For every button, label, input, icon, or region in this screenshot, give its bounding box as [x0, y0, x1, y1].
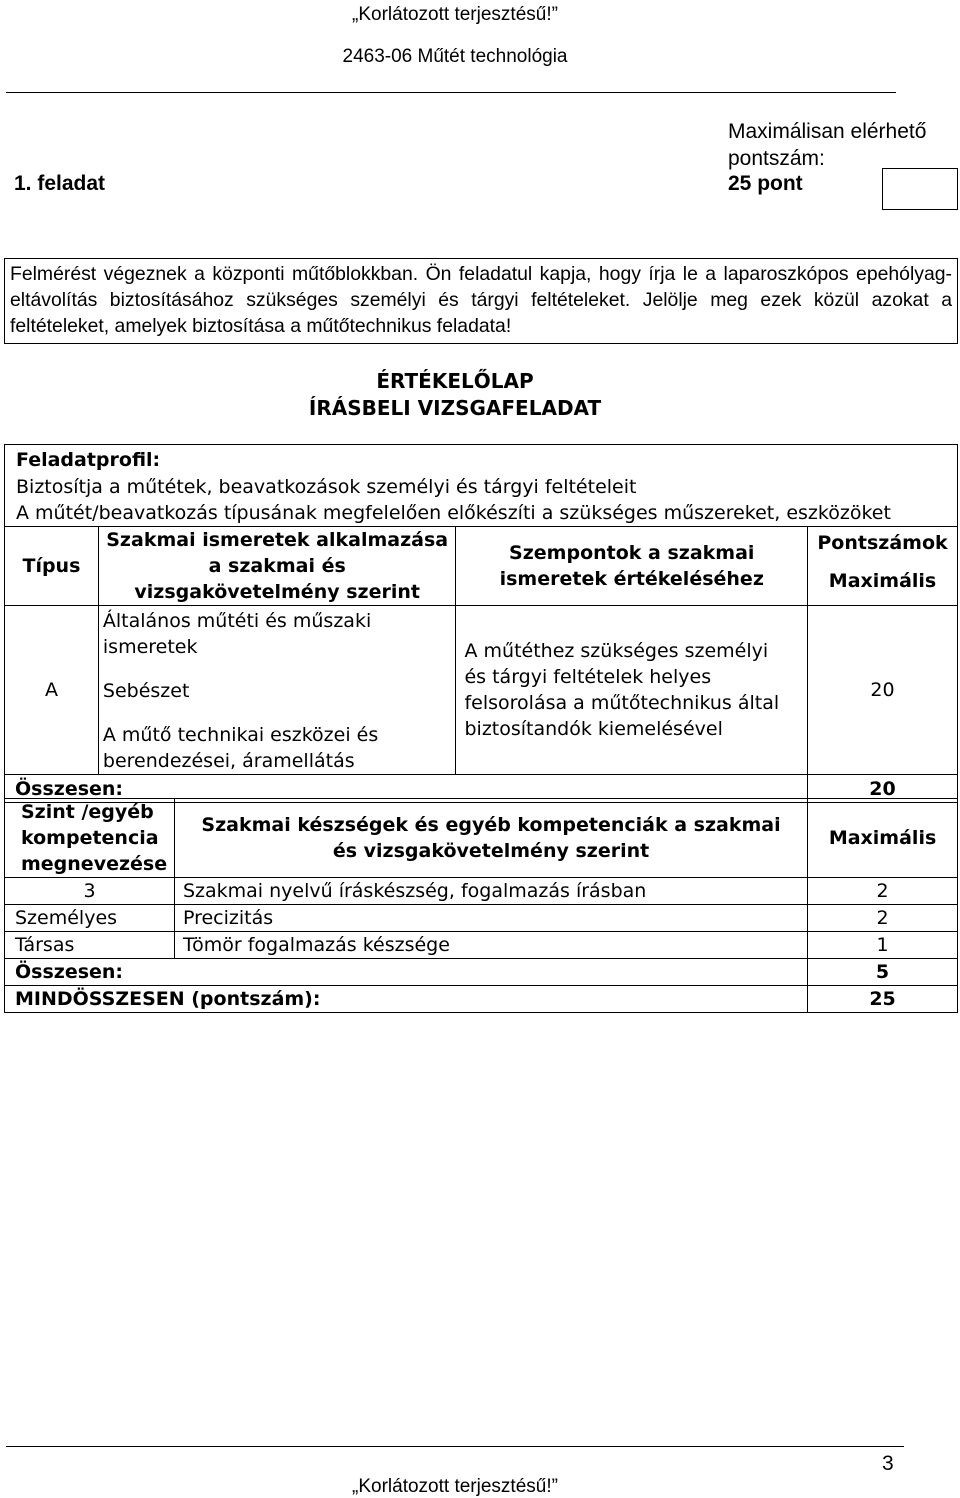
max-points-value: 25 pont	[728, 172, 803, 195]
total-label: Összesen:	[5, 959, 808, 986]
competency-table	[4, 798, 958, 1013]
row-max-points: 20	[808, 606, 958, 775]
total-value: 5	[808, 959, 958, 986]
level-cell: Társas	[5, 932, 175, 959]
evaluation-title-line2: ÍRÁSBELI VIZSGAFELADAT	[308, 396, 602, 420]
page-number: 3	[882, 1452, 894, 1475]
row-criteria: A műtéthez szükséges személyi és tárgyi feltételek helyes felsorolása a műtőtechnikus által biztosítandók kiemelésével	[456, 606, 808, 775]
table-header-row	[5, 527, 958, 606]
header-document-title: 2463-06 Műtét technológia	[342, 46, 568, 67]
task-profile	[4, 444, 958, 527]
header-divider	[6, 92, 896, 93]
table-row	[5, 606, 958, 775]
table-header-row	[5, 799, 958, 878]
task-label: 1. feladat	[14, 172, 106, 195]
knowledge-item-3: A műtő technikai eszközei és berendezései, áramellátás	[102, 724, 379, 772]
knowledge-item-1: Általános műtéti és műszaki ismeretek	[102, 610, 372, 658]
skill-cell: Szakmai nyelvű íráskészség, fogalmazás írásban	[174, 878, 807, 905]
max-cell: 2	[808, 878, 958, 905]
row-type: A	[5, 606, 99, 775]
profile-line-2: A műtét/beavatkozás típusának megfelelően előkészíti a szükséges műszereket, eszközöket	[16, 502, 891, 524]
total-value: 20	[808, 775, 958, 803]
score-input-box[interactable]	[882, 168, 958, 210]
table-row	[5, 905, 958, 932]
grand-total-value: 25	[808, 986, 958, 1013]
table-row	[5, 932, 958, 959]
grand-total-row	[5, 986, 958, 1013]
header-max: Maximális	[808, 799, 958, 878]
row-knowledge	[98, 606, 456, 775]
footer-divider	[6, 1446, 904, 1447]
header-points	[808, 527, 958, 606]
header-points-label: Pontszámok	[817, 532, 948, 554]
knowledge-item-2: Sebészet	[102, 680, 190, 702]
header-type: Típus	[5, 527, 99, 606]
header-knowledge: Szakmai ismeretek alkalmazása a szakmai és vizsgakövetelmény szerint	[98, 527, 456, 606]
max-cell: 2	[808, 905, 958, 932]
header-skills: Szakmai készségek és egyéb kompetenciák a szakmai és vizsgakövetelmény szerint	[174, 799, 807, 878]
max-cell: 1	[808, 932, 958, 959]
profile-line-1: Biztosítja a műtétek, beavatkozások személyi és tárgyi feltételeit	[16, 476, 637, 498]
profile-label: Feladatprofil:	[16, 449, 161, 471]
skill-cell: Precizitás	[174, 905, 807, 932]
header-level: Szint /egyéb kompetencia megnevezése	[5, 799, 175, 878]
level-cell: Személyes	[5, 905, 175, 932]
skill-cell: Tömör fogalmazás készsége	[174, 932, 807, 959]
evaluation-title	[0, 368, 910, 422]
total-label: Összesen:	[5, 775, 808, 803]
footer-restricted-notice: „Korlátozott terjesztésű!”	[352, 1476, 558, 1497]
max-points-label: Maximálisan elérhető pontszám:	[728, 120, 927, 170]
evaluation-title-line1: ÉRTÉKELŐLAP	[376, 369, 534, 393]
grand-total-label: MINDÖSSZESEN (pontszám):	[5, 986, 808, 1013]
header-criteria: Szempontok a szakmai ismeretek értékeléséhez	[456, 527, 808, 606]
knowledge-evaluation-table	[4, 526, 958, 803]
header-restricted-notice: „Korlátozott terjesztésű!”	[352, 4, 558, 25]
level-cell: 3	[5, 878, 175, 905]
total-row	[5, 959, 958, 986]
table-row	[5, 878, 958, 905]
header-max-label: Maximális	[828, 570, 937, 592]
task-instruction: Felmérést végeznek a központi műtőblokkban. Ön feladatul kapja, hogy írja le a laparoszkópos epehólyag-eltávolítás biztosításához szükséges személyi és tárgyi feltételeket. Jelölje meg ezek közül azokat a feltételeket, amelyek biztosítása a műtőtechnikus feladata!	[4, 258, 958, 344]
